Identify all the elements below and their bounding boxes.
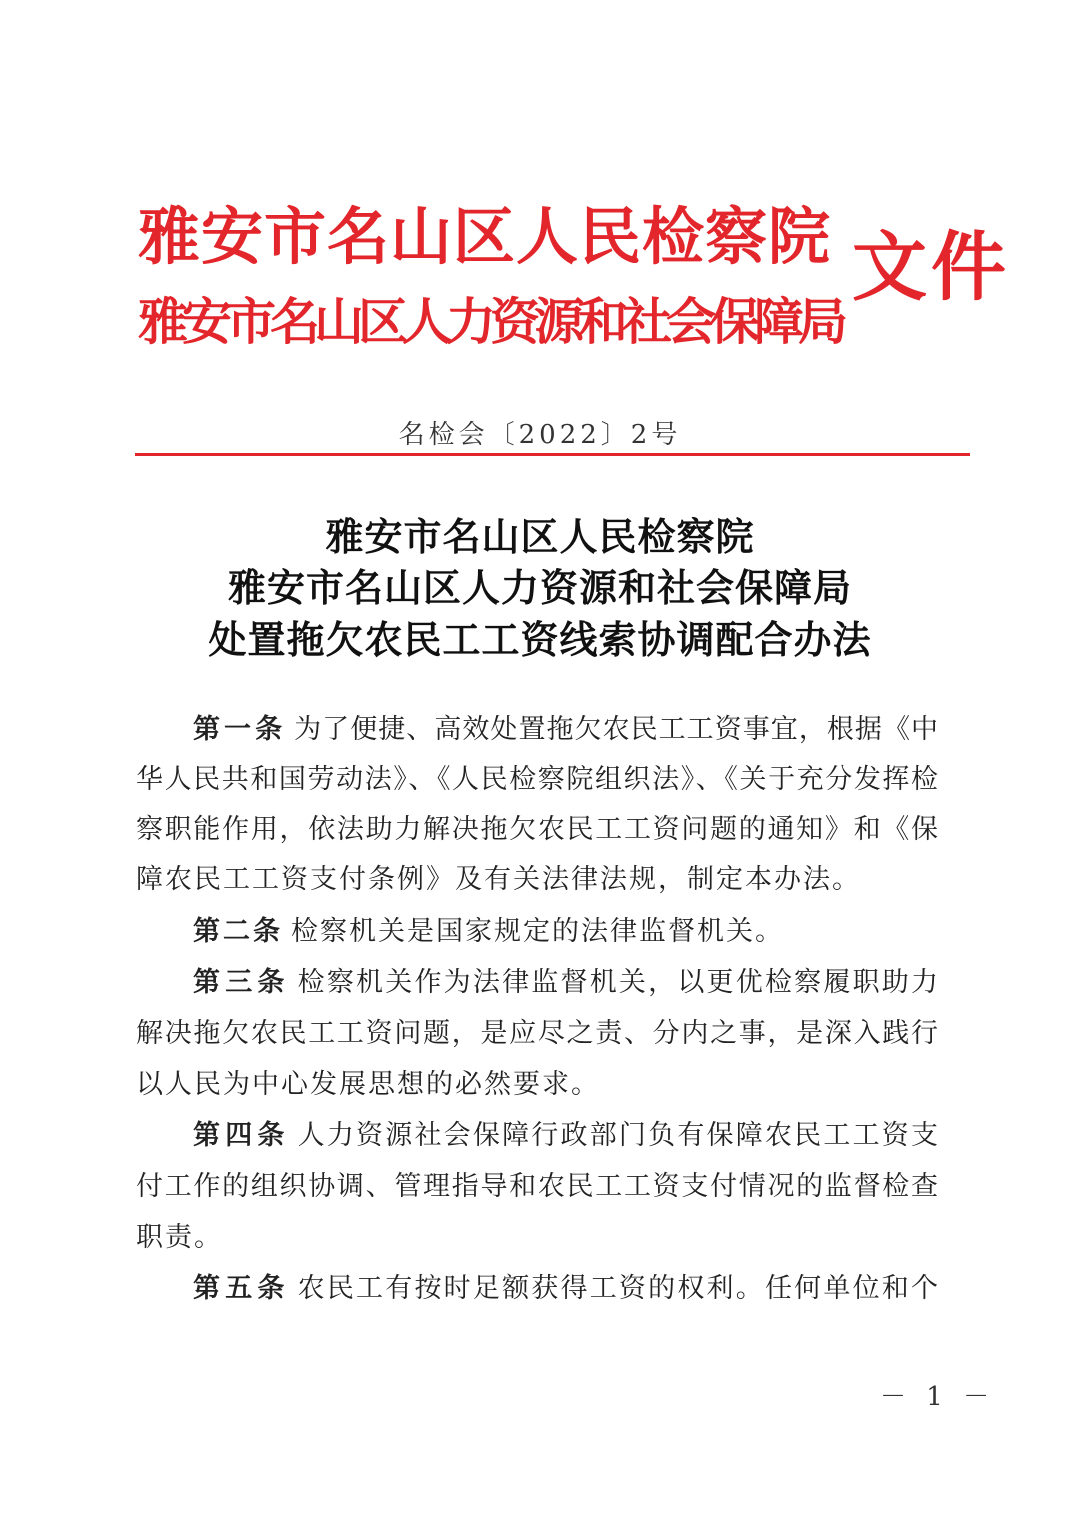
- article-line: [136, 1167, 938, 1207]
- article-line: [193, 912, 938, 952]
- article-line: [136, 1014, 938, 1054]
- document-title-line-2: 雅安市名山区人力资源和社会保障局: [227, 565, 852, 610]
- page-number: － 1 －: [880, 1382, 996, 1412]
- document-title-line-3: 处置拖欠农民工工资线索协调配合办法: [208, 617, 872, 662]
- document-label: 文件: [852, 223, 1011, 311]
- article-line: [136, 810, 938, 850]
- article-text: 检察机关作为法律监督机关，以更优检察履职助力: [297, 967, 938, 998]
- article-text: 华人民共和国劳动法》、《人民检察院组织法》、《关于充分发挥检: [136, 764, 938, 795]
- article-line: [136, 760, 938, 800]
- article-label: 第一条: [193, 714, 287, 745]
- article-text: 为了便捷、高效处置拖欠农民工工资事宜，根据《中: [294, 714, 939, 745]
- article-text: 付工作的组织协调、管理指导和农民工工资支付情况的监督检查: [136, 1171, 938, 1202]
- article-text: 以人民为中心发展思想的必然要求。: [136, 1069, 600, 1100]
- article-line: [136, 860, 938, 900]
- article-text: 农民工有按时足额获得工资的权利。任何单位和个: [297, 1273, 938, 1304]
- issuer-name-procuratorate: 雅安市名山区人民检察院: [138, 200, 832, 273]
- document-title-line-1: 雅安市名山区人民检察院: [325, 514, 755, 559]
- article-text: 检察机关是国家规定的法律监督机关。: [291, 916, 784, 947]
- document-number: 名检会〔2022〕2号: [398, 420, 682, 450]
- article-line: [193, 710, 938, 750]
- article-text: 察职能作用，依法助力解决拖欠农民工工资问题的通知》和《保: [136, 814, 938, 845]
- article-label: 第三条: [193, 967, 290, 998]
- article-label: 第二条: [193, 916, 283, 947]
- article-text: 职责。: [136, 1222, 223, 1253]
- article-line: [193, 1269, 938, 1309]
- article-text: 解决拖欠农民工工资问题，是应尽之责、分内之事，是深入践行: [136, 1018, 938, 1049]
- article-text: 人力资源社会保障行政部门负有保障农民工工资支: [297, 1120, 938, 1151]
- issuer-name-hrss-bureau: 雅安市名山区人力资源和社会保障局: [138, 292, 842, 351]
- article-line: [136, 1065, 938, 1105]
- article-label: 第五条: [193, 1273, 290, 1304]
- red-divider: [135, 453, 970, 456]
- article-line: [136, 1218, 938, 1258]
- article-line: [193, 963, 938, 1003]
- article-line: [193, 1116, 938, 1156]
- article-text: 障农民工工资支付条例》及有关法律法规，制定本办法。: [136, 864, 861, 895]
- article-label: 第四条: [193, 1120, 290, 1151]
